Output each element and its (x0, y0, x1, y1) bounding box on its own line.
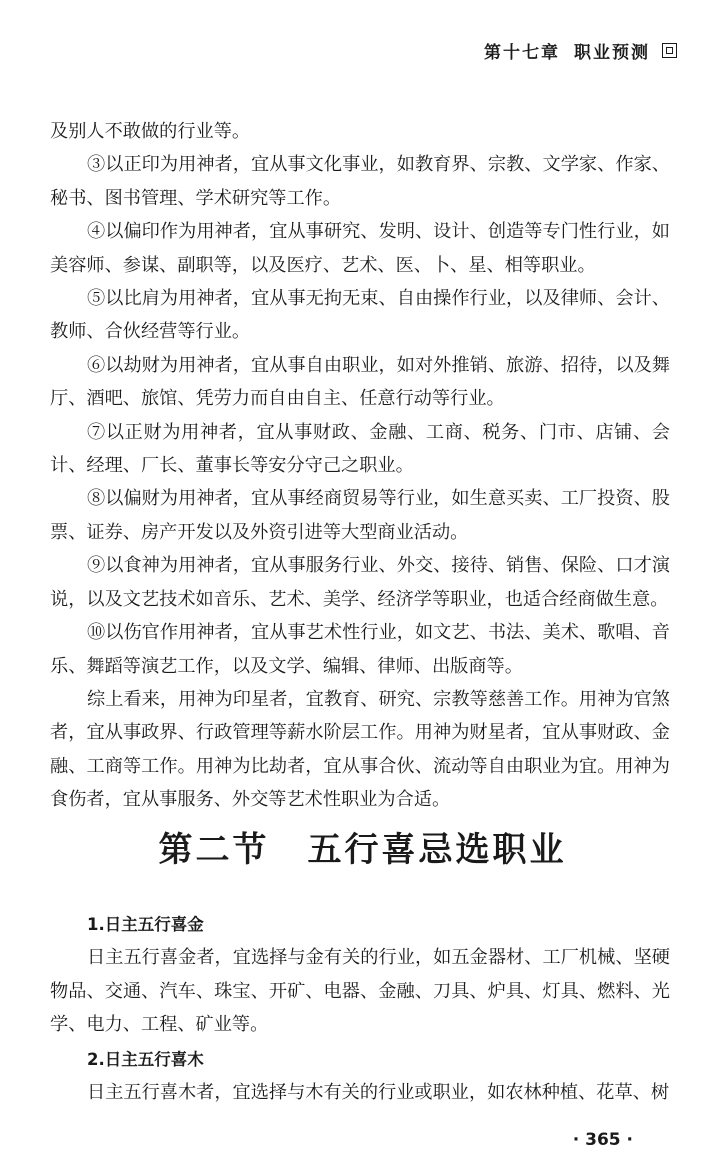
body-text (50, 115, 670, 817)
paragraph: ⑩以伤官作用神者，宜从事艺术性行业，如文艺、书法、美术、歌唱、音乐、舞蹈等演艺工作，以及文学、编辑、律师、出版商等。 (50, 622, 670, 677)
running-header (484, 38, 677, 63)
subsection (50, 908, 670, 1042)
page-number: · 365 · (572, 1130, 633, 1150)
section-title (0, 822, 725, 871)
subsection (50, 1043, 670, 1110)
paragraph: ⑤以比肩为用神者，宜从事无拘无束、自由操作行业，以及律师、会计、教师、合伙经营等行业。 (50, 288, 670, 343)
square-marker-icon (662, 43, 677, 58)
subsection-heading: 1.日主五行喜金 (87, 915, 204, 934)
paragraph: ⑦以正财为用神者，宜从事财政、金融、工商、税务、门市、店铺、会计、经理、厂长、董事长等安分守己之职业。 (50, 421, 670, 477)
subsection-text: 日主五行喜木者，宜选择与木有关的行业或职业，如农林种植、花草、树 (87, 1082, 670, 1104)
paragraph: ⑥以劫财为用神者，宜从事自由职业，如对外推销、旅游、招待，以及舞厅、酒吧、旅馆、凭劳力而自由自主、任意行动等行业。 (50, 354, 670, 410)
paragraph: ④以偏印作为用神者，宜从事研究、发明、设计、创造等专门性行业，如美容师、参谋、副职等，以及医疗、艺术、医、卜、星、相等职业。 (50, 221, 670, 276)
subsection-text: 日主五行喜金者，宜选择与金有关的行业，如五金器材、工厂机械、坚硬物品、交通、汽车、珠宝、开矿、电器、金融、刀具、炉具、灯具、燃料、光学、电力、工程、矿业等。 (50, 947, 670, 1036)
chapter-number: 第十七章 (484, 43, 560, 63)
paragraph: 及别人不敢做的行业等。 (50, 121, 251, 142)
subsection-heading: 2.日主五行喜木 (87, 1050, 204, 1069)
paragraph: ⑨以食神为用神者，宜从事服务行业、外交、接待、销售、保险、口才演说，以及文艺技术如音乐、艺术、美学、经济学等职业，也适合经商做生意。 (50, 555, 670, 610)
section-title-text: 五行喜忌选职业 (307, 830, 567, 870)
section-number: 第二节 (158, 830, 270, 870)
paragraph: ⑧以偏财为用神者，宜从事经商贸易等行业，如生意买卖、工厂投资、股票、证券、房产开发以及外资引进等大型商业活动。 (50, 488, 670, 543)
summary-paragraph: 综上看来，用神为印星者，宜教育、研究、宗教等慈善工作。用神为官煞者，宜从事政界、行政管理等薪水阶层工作。用神为财星者，宜从事财政、金融、工商等工作。用神为比劫者，宜从事合伙、流动等自由职业为宜。用神为食伤者，宜从事服务、外交等艺术性职业为合适。 (50, 688, 670, 811)
chapter-title: 职业预测 (574, 43, 650, 63)
paragraph: ③以正印为用神者，宜从事文化事业，如教育界、宗教、文学家、作家、秘书、图书管理、学术研究等工作。 (50, 154, 670, 209)
